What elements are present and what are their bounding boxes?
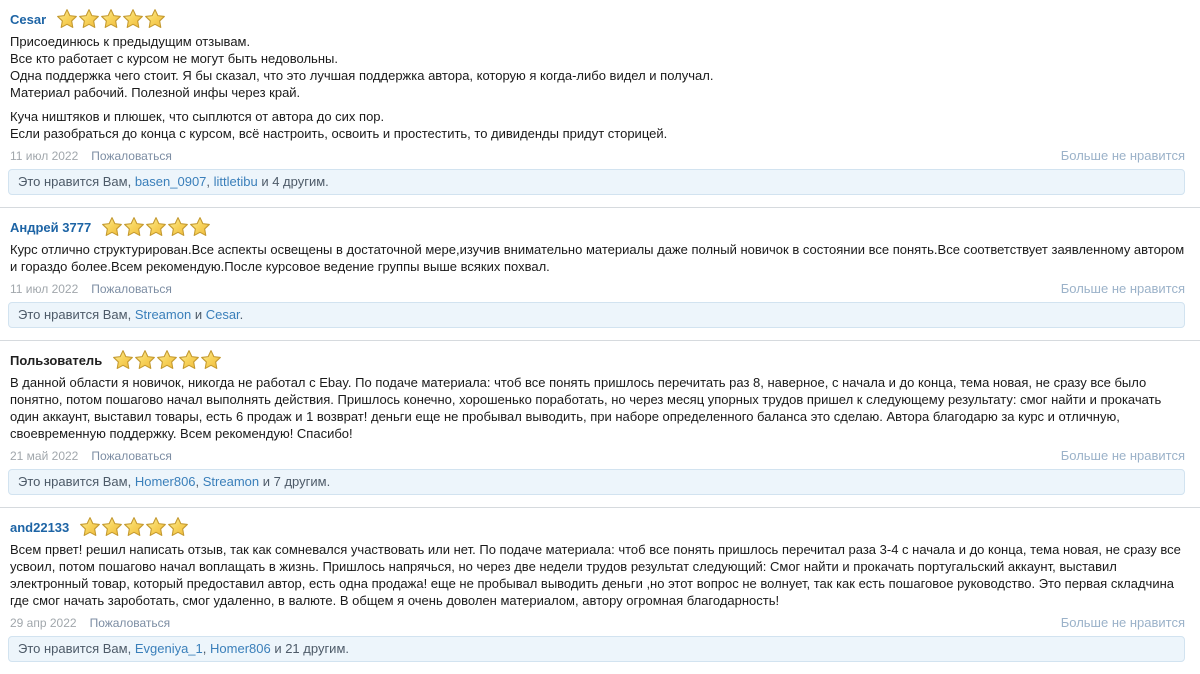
liker-link[interactable]: Cesar xyxy=(205,307,240,322)
review-text-line: Одна поддержка чего стоит. Я бы сказал, что это лучшая поддержка автора, которую я когда-либо видел и получал. xyxy=(10,68,714,83)
review-meta xyxy=(10,148,1185,163)
like-text: Это нравится Вам, xyxy=(18,641,135,656)
unlike-link[interactable]: Больше не нравится xyxy=(1060,148,1185,163)
review xyxy=(0,508,1200,674)
star-icon xyxy=(167,216,189,238)
review-text-line: Курс отлично структурирован.Все аспекты освещены в достаточной мере,изучив внимательно материалы даже полный новичок в состоянии все понять.Все соответствует заявленному автором и гораздо более.Всем рекомендую.После курсовое ведение группы выше всяких похвал. xyxy=(10,242,1185,274)
review-date: 11 июл 2022 xyxy=(10,282,79,296)
review-meta xyxy=(10,615,1185,630)
star-icon xyxy=(56,8,78,30)
report-link[interactable]: Пожаловаться xyxy=(91,449,172,463)
liker-link[interactable]: Homer806 xyxy=(210,641,271,656)
like-text: Это нравится Вам, xyxy=(18,474,135,489)
star-icon xyxy=(122,8,144,30)
review-author-link[interactable]: and22133 xyxy=(10,519,70,535)
unlike-link[interactable]: Больше не нравится xyxy=(1060,615,1185,630)
star-icon xyxy=(100,8,122,30)
review-meta xyxy=(10,281,1185,296)
like-text: и 21 другим. xyxy=(270,641,349,656)
review-text-line: В данной области я новичок, никогда не работал с Ebay. По подаче материала: чтоб все понять пришлось перечитать раз 8, наверное, с начала и до конца, тема новая, не сразу все было понятно, потом пошагово начал выполнять действия. Пришлось конечно, хорошенько поработать, но через месяц упорных трудов пришел к следующему результату: смог найти и прокачать один аккаунт, выставил товары, есть 6 продаж и 1 возврат! деньги еще не пробывал выводить, при наборе определенного баланса это сделаю. Автора благодарю за курс и отличную, своевременную поддержку. Всем рекомендую! Спасибо! xyxy=(10,375,1162,441)
like-text: и 4 другим. xyxy=(257,174,329,189)
review-header xyxy=(10,349,1185,371)
review-body xyxy=(10,374,1185,442)
liker-link[interactable]: Evgeniya_1 xyxy=(134,641,203,656)
review-text-line: Если разобраться до конца с курсом, всё настроить, освоить и простестить, то дивиденды придут сторицей. xyxy=(10,126,668,141)
star-icon xyxy=(134,349,156,371)
review-header xyxy=(10,216,1185,238)
review-author-link[interactable]: Cesar xyxy=(10,11,47,27)
like-text: и xyxy=(191,307,206,322)
liker-link[interactable]: Streamon xyxy=(202,474,260,489)
review-meta xyxy=(10,448,1185,463)
star-icon xyxy=(145,216,167,238)
star-icon xyxy=(156,349,178,371)
star-icon xyxy=(123,516,145,538)
review-header xyxy=(10,516,1185,538)
review-text-line: Всем првет! решил написать отзыв, так как сомневался участвовать или нет. По подаче материала: чтоб все понять пришлось перечитал раза 3-4 с начала и до конца, тема новая, не сразу все усвоил, потом пошагово начал воплащать в жизнь. Пришлось напрячься, но через две недели трудов результат следующий: Смог найти и прокачать португальский аккаунт, выставил электронный товар, который предоставил автор, есть одна продажа! еще не пробывал выводить деньги ,но этот вопрос не волнует, так как есть пошаговое руководство. Это первая складчина где смог начать зароботать, смог удаленно, в валюте. В общем я очень доволен материалом, автору огромная благодарность! xyxy=(10,542,1181,608)
review-body xyxy=(10,241,1185,275)
like-text: и 7 другим. xyxy=(259,474,331,489)
review-text-line: Все кто работает с курсом не могут быть недовольны. xyxy=(10,51,338,66)
star-icon xyxy=(101,516,123,538)
review-text-line: Материал рабочий. Полезной инфы через край. xyxy=(10,85,301,100)
review-date: 11 июл 2022 xyxy=(10,149,79,163)
review-text-line xyxy=(10,101,1185,108)
rating-stars xyxy=(101,216,211,238)
review-author: Пользователь xyxy=(10,352,103,368)
review-date: 29 апр 2022 xyxy=(10,616,77,630)
like-text: Это нравится Вам, xyxy=(18,307,135,322)
star-icon xyxy=(144,8,166,30)
report-link[interactable]: Пожаловаться xyxy=(91,282,172,296)
rating-stars xyxy=(56,8,166,30)
review-body xyxy=(10,541,1185,609)
liker-link[interactable]: Streamon xyxy=(134,307,192,322)
report-link[interactable]: Пожаловаться xyxy=(91,149,172,163)
like-bar xyxy=(8,302,1185,328)
unlike-link[interactable]: Больше не нравится xyxy=(1060,281,1185,296)
review xyxy=(0,208,1200,340)
star-icon xyxy=(200,349,222,371)
star-icon xyxy=(123,216,145,238)
like-bar xyxy=(8,169,1185,195)
review-author-link[interactable]: Андрей 3777 xyxy=(10,219,92,235)
like-text: . xyxy=(239,307,244,322)
rating-stars xyxy=(79,516,189,538)
review-date: 21 май 2022 xyxy=(10,449,79,463)
review xyxy=(0,341,1200,507)
star-icon xyxy=(101,216,123,238)
star-icon xyxy=(167,516,189,538)
like-text: , xyxy=(195,474,203,489)
star-icon xyxy=(112,349,134,371)
star-icon xyxy=(78,8,100,30)
review xyxy=(0,0,1200,207)
like-text: Это нравится Вам, xyxy=(18,174,135,189)
like-text: , xyxy=(206,174,214,189)
like-text: , xyxy=(202,641,211,656)
star-icon xyxy=(79,516,101,538)
liker-link[interactable]: basen_0907 xyxy=(134,174,207,189)
like-bar xyxy=(8,469,1185,495)
star-icon xyxy=(189,216,211,238)
liker-link[interactable]: Homer806 xyxy=(134,474,196,489)
star-icon xyxy=(145,516,167,538)
review-header xyxy=(10,8,1185,30)
liker-link[interactable]: littletibu xyxy=(213,174,258,189)
review-body xyxy=(10,33,1185,142)
report-link[interactable]: Пожаловаться xyxy=(89,616,171,630)
unlike-link[interactable]: Больше не нравится xyxy=(1060,448,1185,463)
review-text-line: Присоединюсь к предыдущим отзывам. xyxy=(10,34,251,49)
rating-stars xyxy=(112,349,222,371)
like-bar xyxy=(8,636,1185,662)
review-text-line: Куча ништяков и плюшек, что сыплются от автора до сих пор. xyxy=(10,109,385,124)
star-icon xyxy=(178,349,200,371)
